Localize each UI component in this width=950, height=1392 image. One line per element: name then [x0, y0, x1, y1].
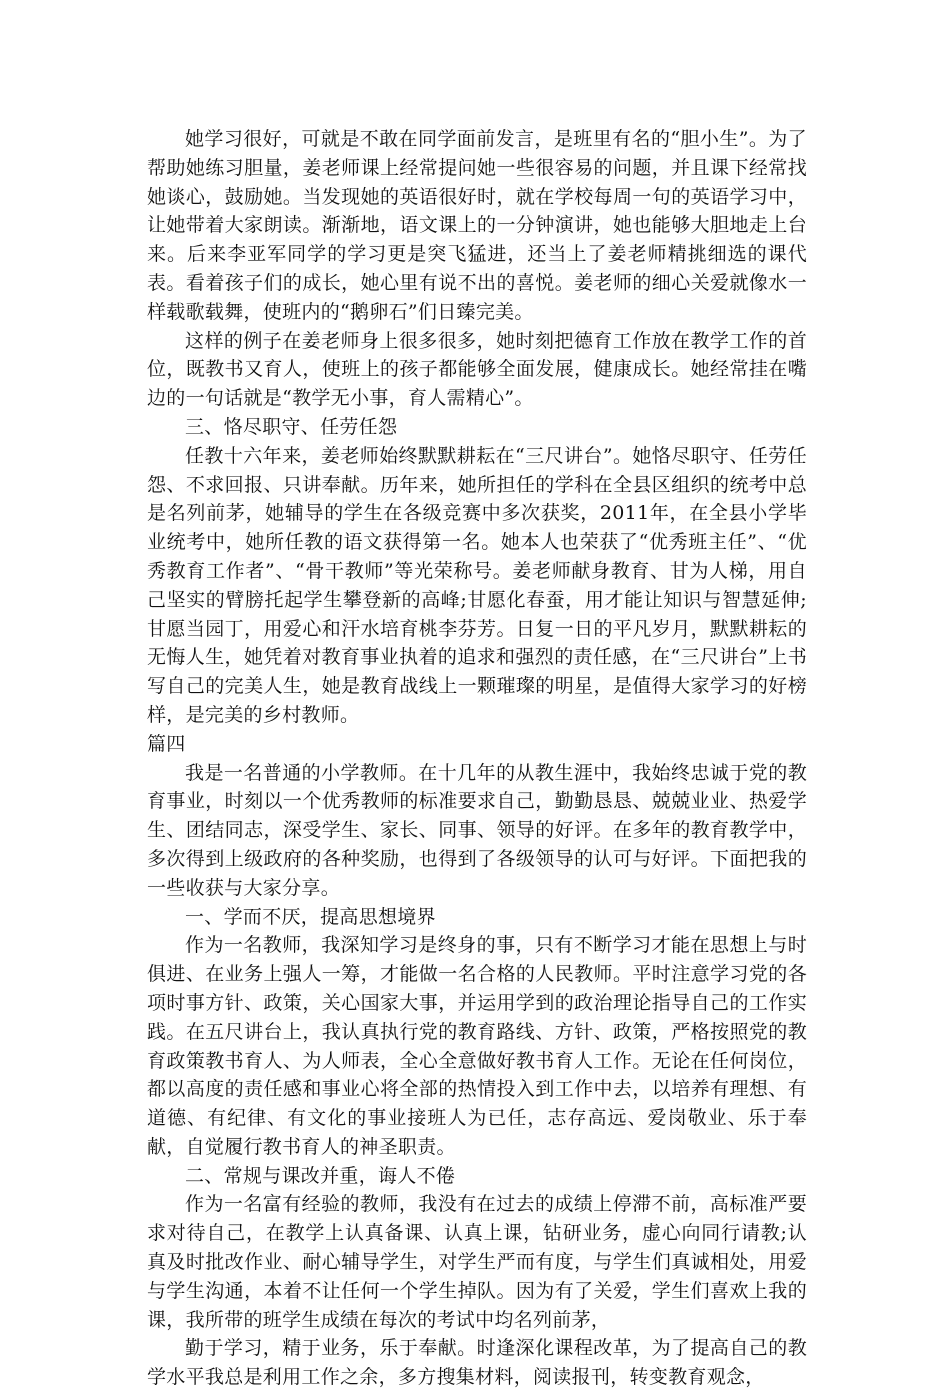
- paragraph: 勤于学习，精于业务，乐于奉献。时逢深化课程改革，为了提高自己的教学水平我总是利用工作之余，多方搜集材料，阅读报刊，转变教育观念，: [147, 1337, 807, 1389]
- document-body: [147, 125, 807, 1392]
- section-heading: 三、恪尽职守、任劳任怨: [185, 415, 398, 438]
- paragraph: 我是一名普通的小学教师。在十几年的从教生涯中，我始终忠诚于党的教育事业，时刻以一个优秀教师的标准要求自己，勤勤恳恳、兢兢业业、热爱学生、团结同志，深受学生、家长、同事、领导的好评。在多年的教育教学中，多次得到上级政府的各种奖励，也得到了各级领导的认可与好评。下面把我的一些收获与大家分享。: [147, 761, 807, 899]
- paragraph: 她学习很好，可就是不敢在同学面前发言，是班里有名的“胆小生”。为了帮助她练习胆量，姜老师课上经常提问她一些很容易的问题，并且课下经常找她谈心，鼓励她。当发现她的英语很好时，就在学校每周一句的英语学习中，让她带着大家朗读。渐渐地，语文课上的一分钟演讲，她也能够大胆地走上台来。后来李亚军同学的学习更是突飞猛进，还当上了姜老师精挑细选的课代表。看着孩子们的成长，她心里有说不出的喜悦。姜老师的细心关爱就像水一样载歌载舞，使班内的“鹅卵石”们日臻完美。: [147, 128, 807, 323]
- section-heading: 一、学而不厌，提高思想境界: [185, 905, 436, 928]
- chapter-title: 篇四: [147, 732, 186, 755]
- paragraph: 作为一名富有经验的教师，我没有在过去的成绩上停滞不前，高标准严要求对待自己，在教学上认真备课、认真上课，钻研业务，虚心向同行请教;认真及时批改作业、耐心辅导学生，对学生严而有度，与学生们真诚相处，用爱与学生沟通，本着不让任何一个学生掉队。因为有了关爱，学生们喜欢上我的课，我所带的班学生成绩在每次的考试中均名列前茅，: [147, 1193, 807, 1331]
- paragraph: 任教十六年来，姜老师始终默默耕耘在“三尺讲台”。她恪尽职守、任劳任怨、不求回报、只讲奉献。历年来，她所担任的学科在全县区组织的统考中总是名列前茅，她辅导的学生在各级竞赛中多次获奖，2011年，在全县小学毕业统考中，她所任教的语文获得第一名。她本人也荣获了“优秀班主任”、“优秀教育工作者”、“骨干教师”等光荣称号。姜老师献身教育、甘为人梯，用自己坚实的臂膀托起学生攀登新的高峰;甘愿化春蚕，用才能让知识与智慧延伸;甘愿当园丁，用爱心和汗水培育桃李芬芳。日复一日的平凡岁月，默默耕耘的无悔人生，她凭着对教育事业执着的追求和强烈的责任感，在“三尺讲台”上书写自己的完美人生，她是教育战线上一颗璀璨的明星，是值得大家学习的好榜样，是完美的乡村教师。: [147, 444, 807, 726]
- paragraph: 这样的例子在姜老师身上很多很多，她时刻把德育工作放在教学工作的首位，既教书又育人，使班上的孩子都能够全面发展，健康成长。她经常挂在嘴边的一句话就是“教学无小事，育人需精心”。: [147, 329, 807, 410]
- section-heading: 二、常规与课改并重，诲人不倦: [185, 1164, 456, 1187]
- paragraph: 作为一名教师，我深知学习是终身的事，只有不断学习才能在思想上与时俱进、在业务上强人一筹，才能做一名合格的人民教师。平时注意学习党的各项时事方针、政策，关心国家大事，并运用学到的政治理论指导自己的工作实践。在五尺讲台上，我认真执行党的教育路线、方针、政策，严格按照党的教育政策教书育人、为人师表，全心全意做好教书育人工作。无论在任何岗位，都以高度的责任感和事业心将全部的热情投入到工作中去，以培养有理想、有道德、有纪律、有文化的事业接班人为已任，志存高远、爱岗敬业、乐于奉献，自觉履行教书育人的神圣职责。: [147, 934, 807, 1158]
